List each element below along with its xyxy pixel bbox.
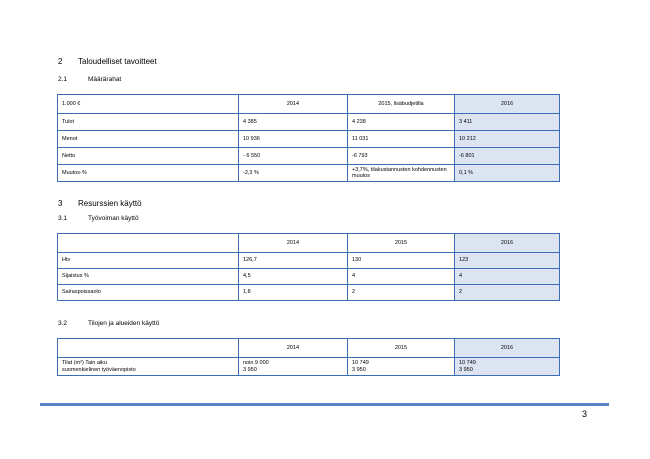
table-row	[58, 131, 560, 148]
table-cell: +3,7%, tilakustannusten kohdennusten muutos	[348, 165, 455, 182]
heading-section-3-1	[58, 215, 139, 222]
table-cell: 123	[455, 253, 560, 269]
heading-section-3-2	[58, 320, 159, 327]
table-row	[58, 285, 560, 301]
table-cell: Netto	[58, 148, 239, 165]
heading-title: Taloudelliset tavoitteet	[78, 57, 157, 66]
table-cell: 10 212	[455, 131, 560, 148]
table-cell: 4 238	[348, 114, 455, 131]
table-cell: 2015	[348, 234, 455, 253]
table-header-row	[58, 95, 560, 114]
table-cell: 126,7	[239, 253, 348, 269]
table-cell: 11 031	[348, 131, 455, 148]
table-cell: 4	[455, 269, 560, 285]
table-cell	[455, 358, 560, 376]
table-cell: -6 801	[455, 148, 560, 165]
table-cell: 2016	[455, 234, 560, 253]
table-cell: Sijaistus %	[58, 269, 239, 285]
workforce-table	[57, 233, 560, 301]
cell-line: suomenkielinen työväenopisto	[62, 366, 136, 373]
cell-line: 3 950	[243, 366, 257, 373]
heading-title: Resurssien käyttö	[78, 199, 142, 208]
heading-title: Tilojen ja alueiden käyttö	[88, 320, 160, 327]
table-cell: 10 936	[239, 131, 348, 148]
table-cell	[58, 358, 239, 376]
premises-table	[57, 338, 560, 376]
cell-line: 10 749	[352, 360, 369, 366]
heading-number: 3.2	[58, 320, 68, 327]
table-cell: Sairaspoissaolo	[58, 285, 239, 301]
heading-number: 2	[58, 57, 63, 66]
table-cell: 130	[348, 253, 455, 269]
cell-line: 3 950	[352, 366, 366, 373]
table-cell: 4,5	[239, 269, 348, 285]
table-cell: 2016	[455, 339, 560, 358]
heading-number: 2.1	[58, 76, 68, 83]
footer-divider	[40, 403, 609, 406]
table-cell: -2,3 %	[239, 165, 348, 182]
page-number: 3	[582, 409, 588, 419]
table-cell: 4	[348, 269, 455, 285]
cell-line: noin 9 000	[243, 360, 269, 366]
budget-table	[57, 94, 560, 182]
table-cell: 2	[348, 285, 455, 301]
table-cell: 3 411	[455, 114, 560, 131]
table-cell: Muutos-%	[58, 165, 239, 182]
table-cell: Tulot	[58, 114, 239, 131]
table-cell: 1,8	[239, 285, 348, 301]
table-header-row	[58, 339, 560, 358]
table-cell: 2014	[239, 234, 348, 253]
table-cell: 2016	[455, 95, 560, 114]
table-cell	[58, 234, 239, 253]
table-cell: - 6 550	[239, 148, 348, 165]
heading-title: Työvoiman käyttö	[88, 215, 139, 222]
cell-line: 3 950	[459, 366, 473, 373]
cell-line: 10 749	[459, 360, 476, 366]
table-cell: 1.000 €	[58, 95, 239, 114]
table-cell: -6 793	[348, 148, 455, 165]
table-row	[58, 253, 560, 269]
heading-number: 3.1	[58, 215, 68, 222]
table-cell: 4 385	[239, 114, 348, 131]
heading-number: 3	[58, 199, 63, 208]
table-row	[58, 165, 560, 182]
table-cell: 2	[455, 285, 560, 301]
heading-section-2-1	[58, 76, 121, 83]
heading-section-3	[58, 199, 142, 208]
heading-title: Määrärahat	[88, 76, 122, 83]
heading-section-2	[58, 57, 157, 66]
table-cell: 2015	[348, 339, 455, 358]
table-cell	[58, 339, 239, 358]
table-cell: 2015, lisäbudjetilla	[348, 95, 455, 114]
table-cell: 2014	[239, 339, 348, 358]
table-row	[58, 148, 560, 165]
table-row	[58, 358, 560, 376]
table-cell: 0,1 %	[455, 165, 560, 182]
table-cell	[348, 358, 455, 376]
table-cell: Menot	[58, 131, 239, 148]
table-cell: Htv	[58, 253, 239, 269]
table-cell: 2014	[239, 95, 348, 114]
table-row	[58, 269, 560, 285]
table-row	[58, 114, 560, 131]
cell-line: Tilat (m²) Tain aiku	[62, 360, 107, 366]
table-cell	[239, 358, 348, 376]
table-header-row	[58, 234, 560, 253]
